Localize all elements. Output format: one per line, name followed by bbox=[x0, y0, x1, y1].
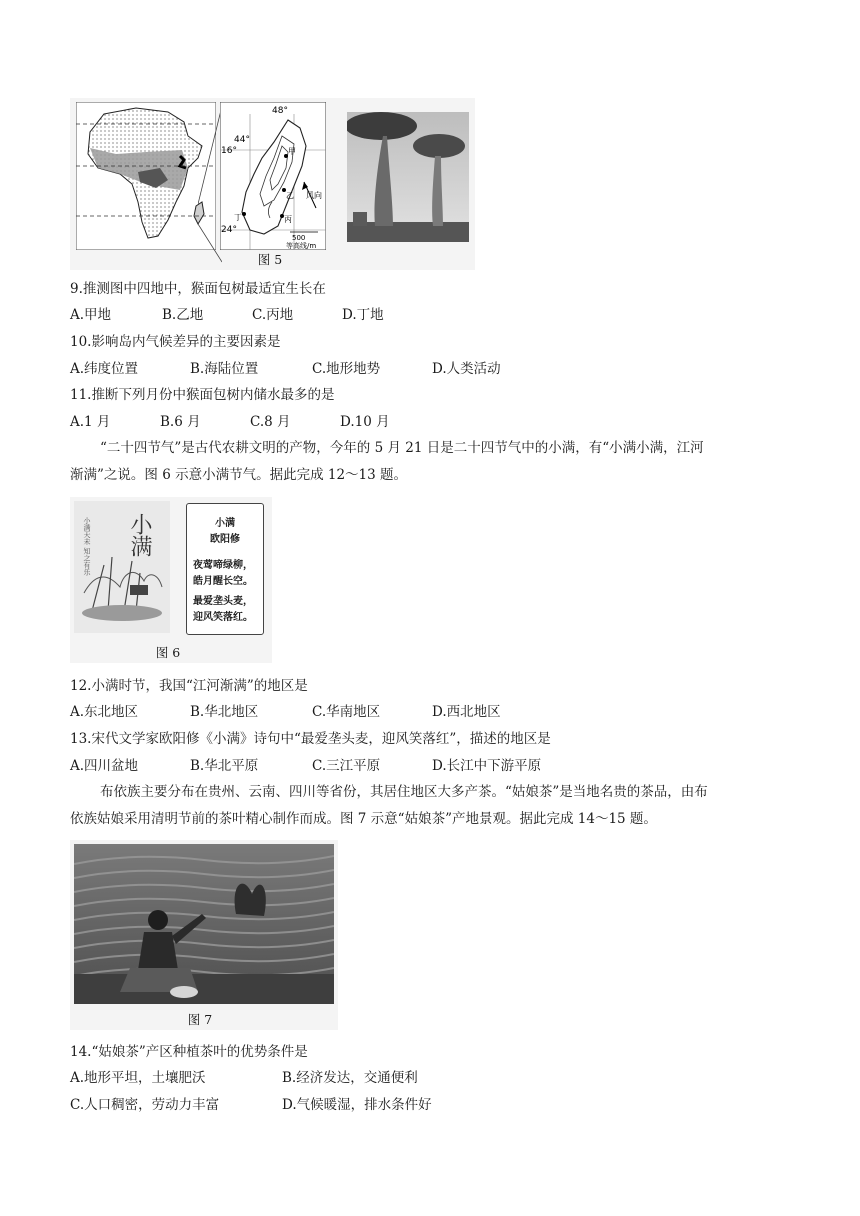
q9-option-d: D.丁地 bbox=[342, 307, 384, 323]
figure-5-caption: 图 5 bbox=[257, 252, 283, 267]
lat-24-label: 24° bbox=[221, 225, 237, 235]
q10-option-c: C.地形地势 bbox=[312, 361, 381, 377]
q10-stem: 10.影响岛内气候差异的主要因素是 bbox=[70, 334, 281, 350]
figure-7-caption: 图 7 bbox=[187, 1012, 213, 1027]
q11-option-a: A.1 月 bbox=[70, 414, 111, 430]
intro-14-15-line1: 布依族主要分布在贵州、云南、四川等省份，其居住地区大多产茶。“姑娘茶”是当地名贵的茶品，由布 bbox=[100, 784, 708, 800]
contour-legend-label: 等高线/m bbox=[286, 242, 317, 250]
poster-title: 小满 bbox=[127, 513, 152, 557]
madagascar-map bbox=[220, 102, 326, 250]
poem-author: 欧阳修 bbox=[210, 534, 240, 545]
ding-label: 丁 bbox=[234, 213, 242, 222]
wind-label: 风向 bbox=[306, 191, 322, 200]
intro-12-13-line1: “二十四节气”是古代农耕文明的产物，今年的 5 月 21 日是二十四节气中的小满，有“小满小满，江河 bbox=[100, 440, 704, 456]
poem-line-2: 皓月醒长空。 bbox=[193, 576, 253, 587]
figure-7 bbox=[70, 840, 338, 1030]
q13-option-b: B.华北平原 bbox=[190, 758, 259, 774]
q9-stem: 9.推测图中四地中，猴面包树最适宜生长在 bbox=[70, 281, 326, 297]
lat-48-label: 48° bbox=[272, 106, 288, 116]
q14-option-c: C.人口稠密，劳动力丰富 bbox=[70, 1097, 220, 1113]
figure-5 bbox=[70, 98, 475, 270]
q13-option-c: C.三江平原 bbox=[312, 758, 381, 774]
q14-option-a: A.地形平坦，土壤肥沃 bbox=[70, 1070, 206, 1086]
poem-line-4: 迎风笑落红。 bbox=[193, 612, 253, 623]
q14-option-b: B.经济发达，交通便利 bbox=[282, 1070, 418, 1086]
poem-line-1: 夜莺啼绿柳， bbox=[193, 560, 253, 571]
q12-option-a: A.东北地区 bbox=[70, 704, 139, 720]
baobab-photo bbox=[347, 112, 469, 242]
q10-option-b: B.海陆位置 bbox=[190, 361, 259, 377]
contour-value-label: 500 bbox=[292, 234, 306, 242]
q10-option-d: D.人类活动 bbox=[432, 361, 501, 377]
q10-option-a: A.纬度位置 bbox=[70, 361, 139, 377]
q14-option-d: D.气候暖湿，排水条件好 bbox=[282, 1097, 432, 1113]
yi-label: 乙 bbox=[286, 191, 294, 200]
q9-option-c: C.丙地 bbox=[252, 307, 294, 323]
q11-option-b: B.6 月 bbox=[160, 414, 201, 430]
connector-lines bbox=[198, 98, 222, 270]
poem-scroll bbox=[186, 503, 264, 635]
figure-6-caption: 图 6 bbox=[155, 645, 181, 660]
tea-garden-photo bbox=[74, 844, 334, 1004]
q14-stem: 14.“姑娘茶”产区种植茶叶的优势条件是 bbox=[70, 1044, 308, 1060]
q12-option-d: D.西北地区 bbox=[432, 704, 501, 720]
poem-line-3: 最爱垄头麦， bbox=[193, 596, 253, 607]
q11-option-c: C.8 月 bbox=[250, 414, 291, 430]
intro-14-15-line2: 依族姑娘采用清明节前的茶叶精心制作而成。图 7 示意“姑娘茶”产地景观。据此完成 14～15 题。 bbox=[70, 811, 657, 827]
intro-12-13-line2: 渐满”之说。图 6 示意小满节气。据此完成 12～13 题。 bbox=[70, 467, 408, 483]
lat-16-label: 16° bbox=[221, 146, 237, 156]
lon-44-label: 44° bbox=[234, 135, 250, 145]
q13-option-a: A.四川盆地 bbox=[70, 758, 139, 774]
q11-option-d: D.10 月 bbox=[340, 414, 390, 430]
jia-label: 甲 bbox=[288, 147, 296, 156]
q11-stem: 11.推断下列月份中猴面包树内储水最多的是 bbox=[70, 387, 335, 403]
figure-6 bbox=[70, 497, 272, 663]
q13-stem: 13.宋代文学家欧阳修《小满》诗句中“最爱垄头麦，迎风笑落红”，描述的地区是 bbox=[70, 731, 551, 747]
q9-option-b: B.乙地 bbox=[162, 307, 204, 323]
q12-option-c: C.华南地区 bbox=[312, 704, 381, 720]
bing-label: 丙 bbox=[284, 215, 292, 224]
q12-stem: 12.小满时节，我国“江河渐满”的地区是 bbox=[70, 678, 308, 694]
poem-title: 小满 bbox=[215, 518, 235, 529]
africa-map bbox=[76, 102, 216, 250]
q13-option-d: D.长江中下游平原 bbox=[432, 758, 542, 774]
q12-option-b: B.华北地区 bbox=[190, 704, 259, 720]
q9-option-a: A.甲地 bbox=[70, 307, 112, 323]
poster-verse: 小满天未 知之有乐 bbox=[83, 517, 91, 576]
